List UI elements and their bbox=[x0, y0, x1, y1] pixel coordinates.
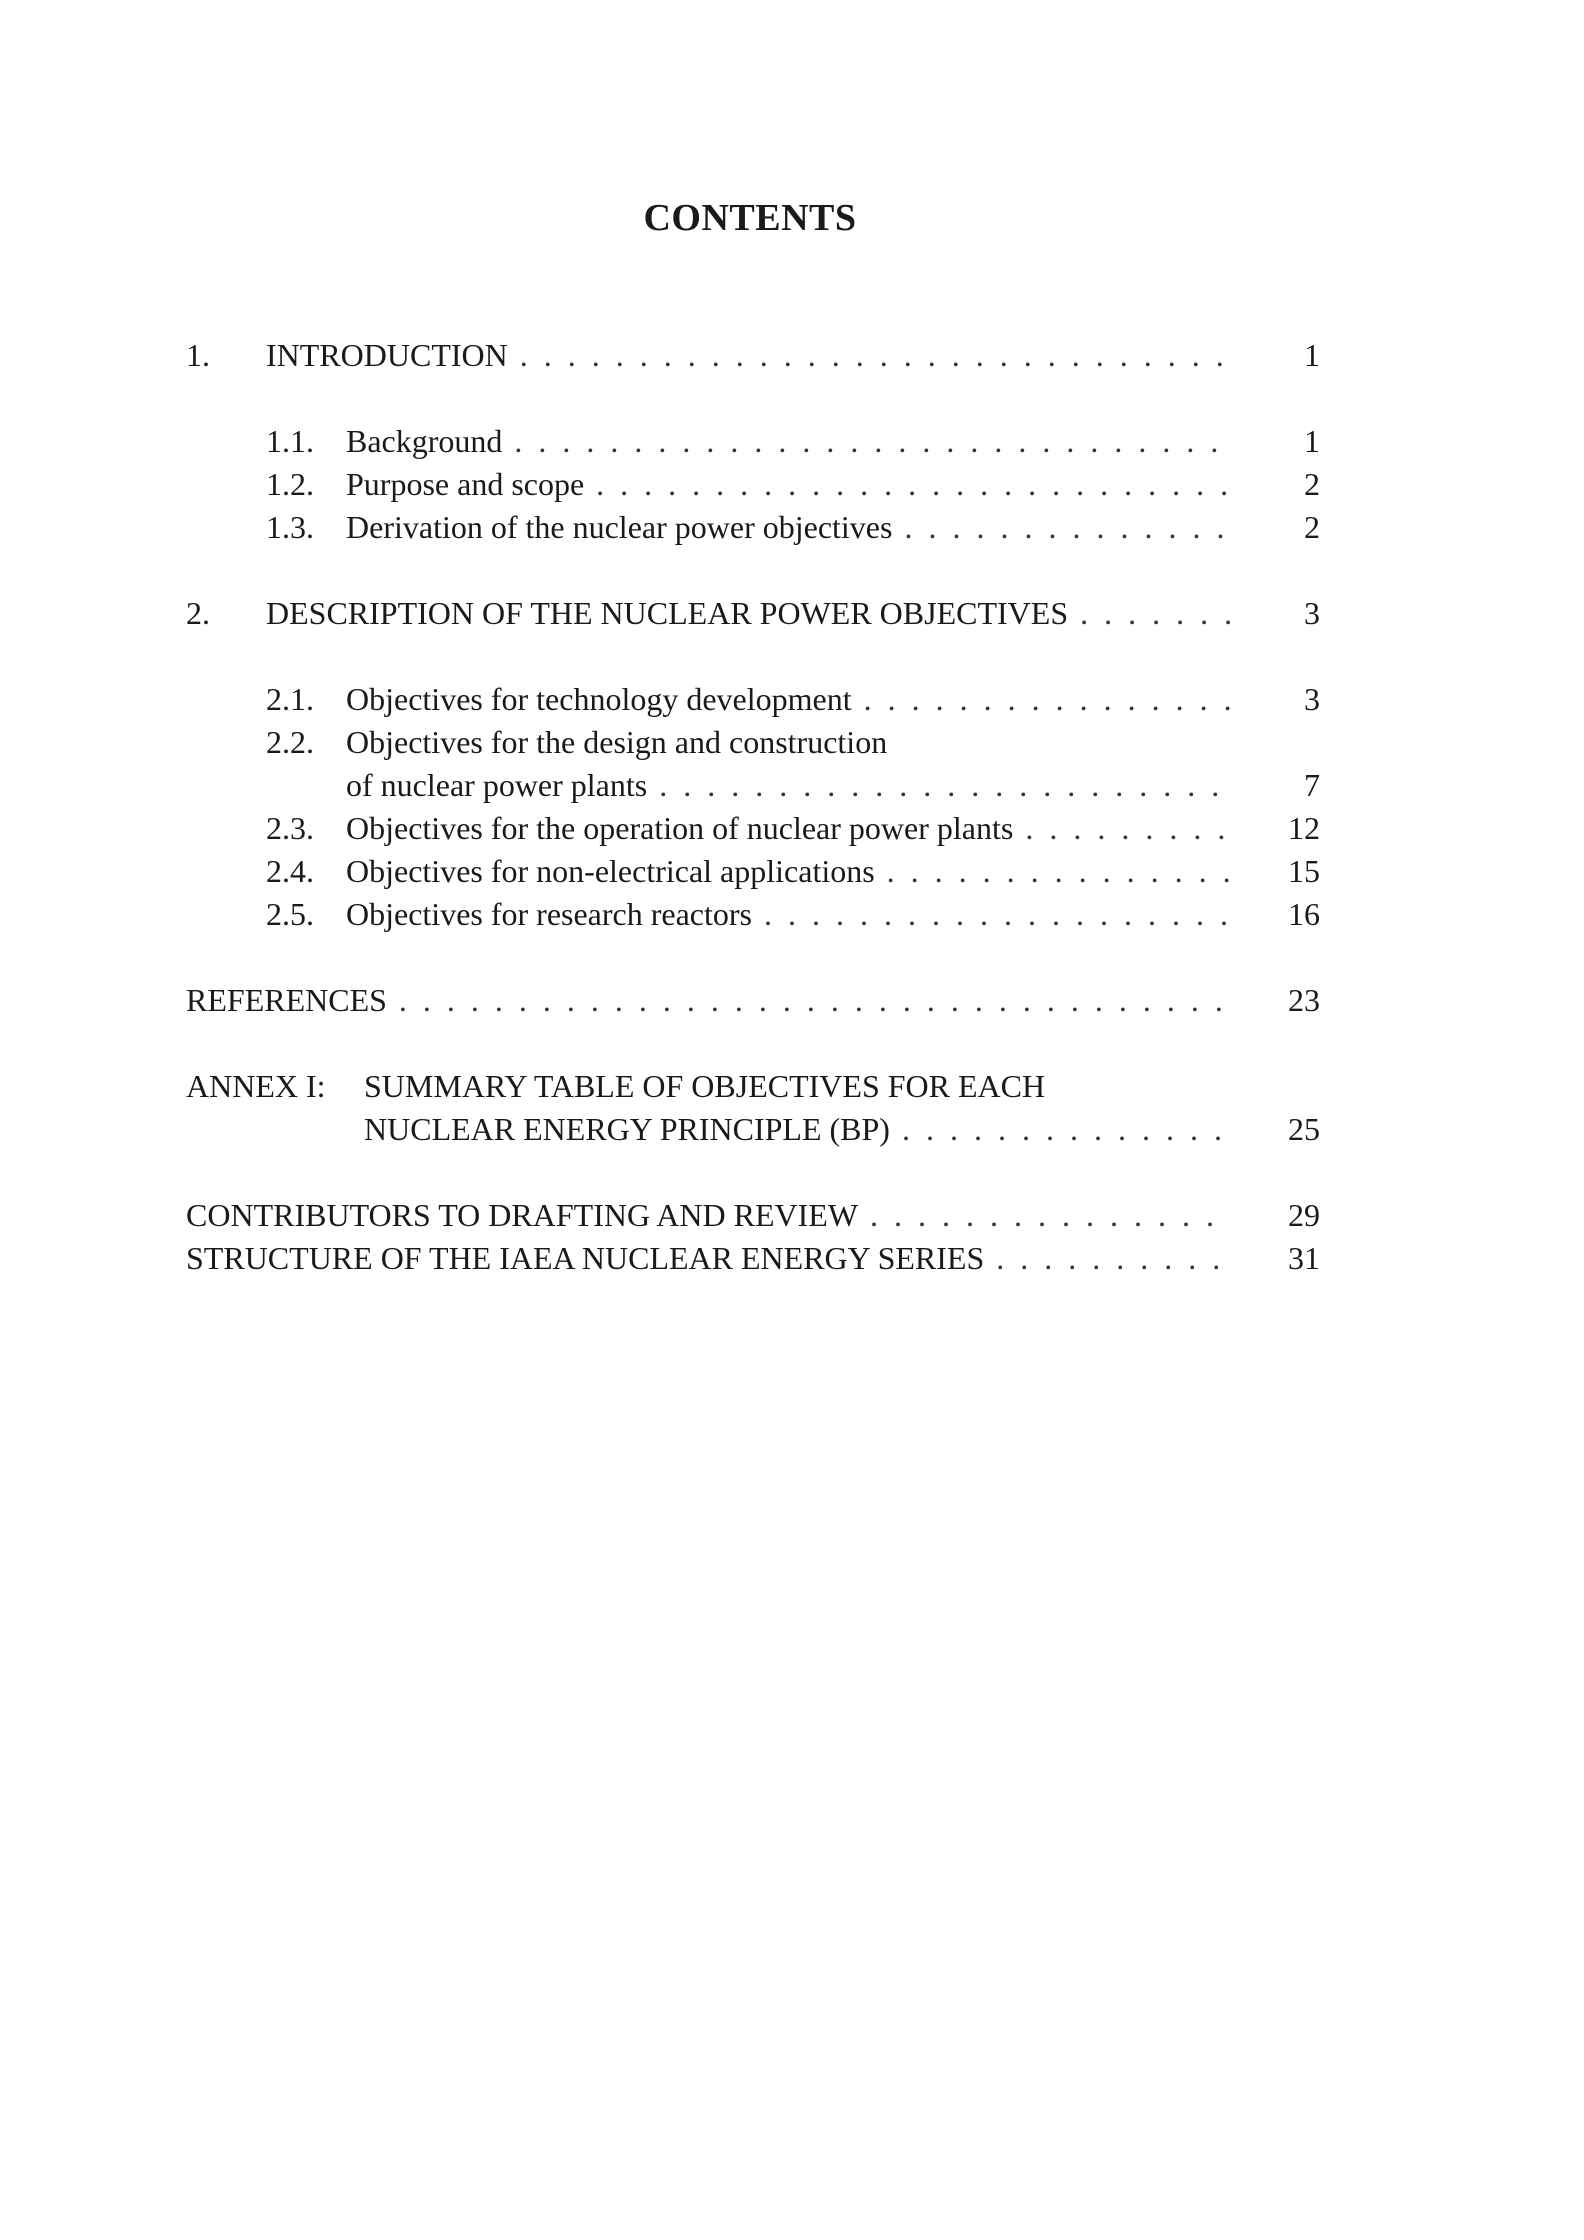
dot-leader bbox=[520, 333, 1230, 377]
toc-entry-purpose-and-scope[interactable] bbox=[186, 462, 1320, 506]
toc-entry-page: 31 bbox=[1288, 1240, 1320, 1276]
toc-entry-background[interactable] bbox=[186, 419, 1320, 463]
toc-entry-label: Objectives for technology development bbox=[346, 681, 852, 717]
toc-entry-number: 2.2. bbox=[266, 724, 314, 760]
toc-entry-introduction[interactable] bbox=[186, 333, 1320, 377]
toc-entry-page: 1 bbox=[1304, 423, 1320, 459]
toc-entry-label: DESCRIPTION OF THE NUCLEAR POWER OBJECTIVES bbox=[266, 595, 1069, 631]
toc-entry-page: 1 bbox=[1304, 337, 1320, 373]
toc-entry-number: 2.5. bbox=[266, 896, 314, 932]
toc-entry-technology-development[interactable] bbox=[186, 677, 1320, 721]
toc-entry-design-construction[interactable] bbox=[186, 720, 1320, 764]
toc-entry-number: 2.3. bbox=[266, 810, 314, 846]
toc-entry-label-continued: of nuclear power plants bbox=[346, 767, 648, 803]
page-title: CONTENTS bbox=[643, 197, 857, 239]
dot-leader bbox=[904, 505, 1230, 549]
toc-entry-label: Objectives for non-electrical applications bbox=[346, 853, 875, 889]
toc-entry-label: SUMMARY TABLE OF OBJECTIVES FOR EACH bbox=[364, 1068, 1046, 1104]
dot-leader bbox=[1080, 591, 1230, 635]
dot-leader bbox=[887, 849, 1230, 893]
toc-entry-label: STRUCTURE OF THE IAEA NUCLEAR ENERGY SERIES bbox=[186, 1240, 985, 1276]
toc-entry-page: 25 bbox=[1288, 1111, 1320, 1147]
dot-leader bbox=[596, 462, 1230, 506]
dot-leader bbox=[870, 1193, 1230, 1237]
dot-leader bbox=[514, 419, 1230, 463]
dot-leader bbox=[1025, 806, 1230, 850]
toc-entry-design-construction-cont[interactable] bbox=[186, 763, 1320, 807]
toc-entry-description[interactable] bbox=[186, 591, 1320, 635]
toc-entry-page: 23 bbox=[1288, 982, 1320, 1018]
toc-entry-page: 12 bbox=[1288, 810, 1320, 846]
toc-entry-page: 2 bbox=[1304, 509, 1320, 545]
toc-entry-number: 1. bbox=[186, 337, 210, 373]
dot-leader bbox=[902, 1107, 1230, 1151]
toc-entry-page: 3 bbox=[1304, 595, 1320, 631]
toc-entry-structure[interactable] bbox=[186, 1236, 1320, 1280]
toc-entry-non-electrical[interactable] bbox=[186, 849, 1320, 893]
toc-entry-label: REFERENCES bbox=[186, 982, 387, 1018]
toc-entry-operation[interactable] bbox=[186, 806, 1320, 850]
toc-entry-number: 2. bbox=[186, 595, 210, 631]
toc-entry-page: 2 bbox=[1304, 466, 1320, 502]
toc-entry-number: ANNEX I: bbox=[186, 1068, 326, 1104]
toc-entry-page: 15 bbox=[1288, 853, 1320, 889]
toc-entry-annex-i-cont[interactable] bbox=[186, 1107, 1320, 1151]
toc-entry-label: Purpose and scope bbox=[346, 466, 585, 502]
toc-entry-derivation[interactable] bbox=[186, 505, 1320, 549]
toc-entry-label: Objectives for the operation of nuclear power plants bbox=[346, 810, 1014, 846]
toc-entry-page: 29 bbox=[1288, 1197, 1320, 1233]
dot-leader bbox=[864, 677, 1230, 721]
dot-leader bbox=[399, 978, 1230, 1022]
toc-entry-label: Derivation of the nuclear power objectives bbox=[346, 509, 893, 545]
toc-entry-label: Background bbox=[346, 423, 503, 459]
toc-entry-page: 16 bbox=[1288, 896, 1320, 932]
dot-leader bbox=[659, 763, 1230, 807]
toc-entry-label: Objectives for research reactors bbox=[346, 896, 752, 932]
toc-entry-label-continued: NUCLEAR ENERGY PRINCIPLE (BP) bbox=[364, 1111, 890, 1147]
toc-entry-page: 7 bbox=[1304, 767, 1320, 803]
dot-leader bbox=[764, 892, 1230, 936]
toc-entry-annex-i[interactable] bbox=[186, 1064, 1320, 1108]
toc-entry-references[interactable] bbox=[186, 978, 1320, 1022]
toc-entry-label: Objectives for the design and construction bbox=[346, 724, 888, 760]
toc-entry-research-reactors[interactable] bbox=[186, 892, 1320, 936]
toc-entry-number: 1.3. bbox=[266, 509, 314, 545]
toc-entry-number: 2.1. bbox=[266, 681, 314, 717]
toc-entry-contributors[interactable] bbox=[186, 1193, 1320, 1237]
toc-entry-number: 1.1. bbox=[266, 423, 314, 459]
toc-entry-number: 1.2. bbox=[266, 466, 314, 502]
toc-entry-page: 3 bbox=[1304, 681, 1320, 717]
toc-entry-number: 2.4. bbox=[266, 853, 314, 889]
toc-entry-label: INTRODUCTION bbox=[266, 337, 508, 373]
dot-leader bbox=[996, 1236, 1230, 1280]
toc-entry-label: CONTRIBUTORS TO DRAFTING AND REVIEW bbox=[186, 1197, 859, 1233]
